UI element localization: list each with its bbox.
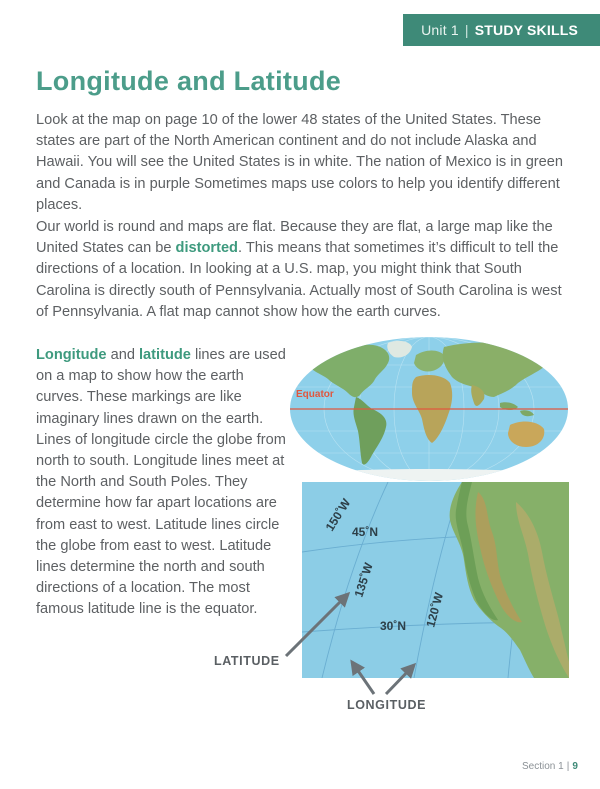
label-45n: 45˚N: [352, 525, 379, 539]
paragraph-longitude-latitude: [36, 345, 286, 621]
section-name: STUDY SKILLS: [474, 22, 578, 38]
page-title: Longitude and Latitude: [36, 66, 342, 96]
paragraph-text: Our world is round and maps are flat. Because they are flat, a large map like the United States can be: [36, 219, 553, 257]
paragraph-text: lines are used on a map to show how the earth curves. These markings are like imaginary lines drawn on the earth. Lines of longitude circle the globe from north to south. Longitude lines meet at the North and South Poles. They determine how far apart locations are from east to west. Latitude lines circle the globe from east to west. Latitude lines determine the north and south directions of a location. The most famous latitude line is the equator.: [36, 347, 286, 618]
latitude-caption: LATITUDE: [214, 654, 280, 668]
paragraph-text: . This means that sometimes it’s difficult to tell the directions of a location. In looking at a U.S. map, you might think that South Carolina is directly south of Pennsylvania. Actually most of South Carolina is west of Pennsylvania. A flat map cannot show how the earth curves.: [36, 240, 562, 320]
antarctica: [288, 469, 570, 483]
top-rule: [0, 0, 600, 10]
paragraph-intro: Look at the map on page 10 of the lower 48 states of the United States. These states are part of the North American continent and do not include Alaska and Hawaii. You will see the United States is in white. The nation of Mexico is in green and Canada is in purple Sometimes maps use colors to help you identify different places.: [36, 112, 564, 213]
unit-header-bar: [403, 14, 600, 46]
label-30n: 30˚N: [380, 619, 407, 633]
regional-map: [302, 482, 569, 678]
page-number: 9: [572, 761, 578, 772]
paragraph-distortion: [36, 217, 570, 323]
page-footer: [522, 761, 578, 772]
world-map: [288, 335, 570, 483]
vocab-latitude: latitude: [139, 347, 191, 363]
vocab-distorted: distorted: [175, 240, 238, 257]
header-separator: |: [464, 22, 469, 38]
longitude-caption: LONGITUDE: [347, 698, 427, 712]
equator-label: Equator: [296, 389, 334, 400]
footer-separator: |: [566, 761, 570, 772]
label-135w: 135˚W: [351, 560, 376, 599]
footer-section: Section 1: [522, 761, 564, 772]
label-150w: 150˚W: [322, 496, 354, 534]
unit-label: Unit 1: [421, 22, 459, 38]
vocab-longitude: Longitude: [36, 347, 107, 363]
paragraph-text: and: [106, 347, 139, 363]
label-120w: 120˚W: [423, 591, 447, 629]
